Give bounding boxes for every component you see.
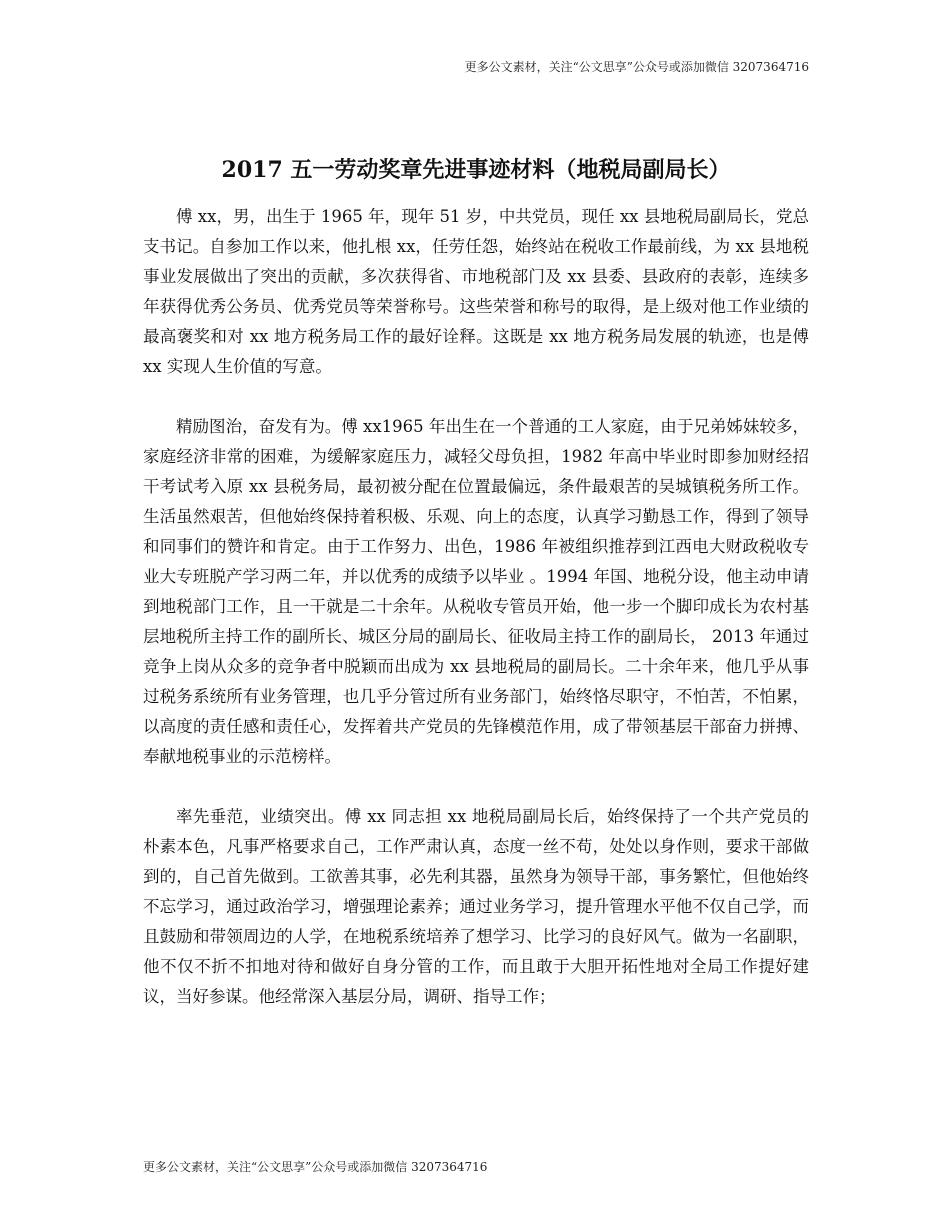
document-title: 2017 五一劳动奖章先进事迹材料（地税局副局长） xyxy=(221,157,731,183)
paragraph-career: 精励图治，奋发有为。傅 xx1965 年出生在一个普通的工人家庭，由于兄弟姊妹较多，家庭经济非常的困难，为缓解家庭压力，减轻父母负担，1982 年高中毕业时即参加财经招干考试考入原 xx 县税务局，最初被分配在位置最偏远，条件最艰苦的吴城镇税务所工作。生活虽然艰苦，但他始终保持着积极、乐观、向上的态度，认真学习勤恳工作，得到了领导和同事们的赞许和肯定。由于工作努力、出色，1986 年被组织推荐到江西电大财政税收专业大专班脱产学习两二年，并以优秀的成绩予以毕业 。1994 年国、地税分设，他主动申请到地税部门工作，且一干就是二十余年。从税收专管员开始，他一步一个脚印成长为农村基层地税所主持工作的副所长、城区分局的副局长、征收局主持工作的副局长， 2013 年通过竞争上岗从众多的竞争者中脱颖而出成为 xx 县地税局的副局长。二十余年来，他几乎从事过税务系统所有业务管理，也几乎分管过所有业务部门，始终恪尽职守，不怕苦，不怕累，以高度的责任感和责任心，发挥着共产党员的先锋模范作用，成了带领基层干部奋力拼搏、奉献地税事业的示范榜样。 xyxy=(143,417,809,766)
paragraph-spacer xyxy=(143,382,809,412)
paragraph-spacer xyxy=(143,772,809,802)
page-header: 更多公文素材，关注“公文思享”公众号或添加微信 3207364716 xyxy=(464,60,809,74)
document-body xyxy=(143,202,809,1012)
paragraph-leadership: 率先垂范，业绩突出。傅 xx 同志担 xx 地税局副局长后，始终保持了一个共产党员的朴素本色，凡事严格要求自己，工作严肃认真，态度一丝不苟，处处以身作则，要求干部做到的，自己首先做到。工欲善其事，必先利其器，虽然身为领导干部，事务繁忙，但他始终不忘学习，通过政治学习，增强理论素养；通过业务学习，提升管理水平他不仅自己学，而且鼓励和带领周边的人学，在地税系统培养了想学习、比学习的良好风气。做为一名副职，他不仅不折不扣地对待和做好自身分管的工作，而且敢于大胆开拓性地对全局工作提好建议，当好参谋。他经常深入基层分局，调研、指导工作； xyxy=(143,807,809,1006)
page-footer: 更多公文素材，关注“公文思享”公众号或添加微信 3207364716 xyxy=(143,1160,488,1174)
paragraph-intro: 傅 xx，男，出生于 1965 年，现年 51 岁，中共党员，现任 xx 县地税局副局长，党总支书记。自参加工作以来，他扎根 xx，任劳任怨，始终站在税收工作最前线，为 xx 县地税事业发展做出了突出的贡献，多次获得省、市地税部门及 xx 县委、县政府的表彰，连续多年获得优秀公务员、优秀党员等荣誉称号。这些荣誉和称号的取得，是上级对他工作业绩的最高褒奖和对 xx 地方税务局工作的最好诠释。这既是 xx 地方税务局发展的轨迹，也是傅 xx 实现人生价值的写意。 xyxy=(143,207,809,376)
